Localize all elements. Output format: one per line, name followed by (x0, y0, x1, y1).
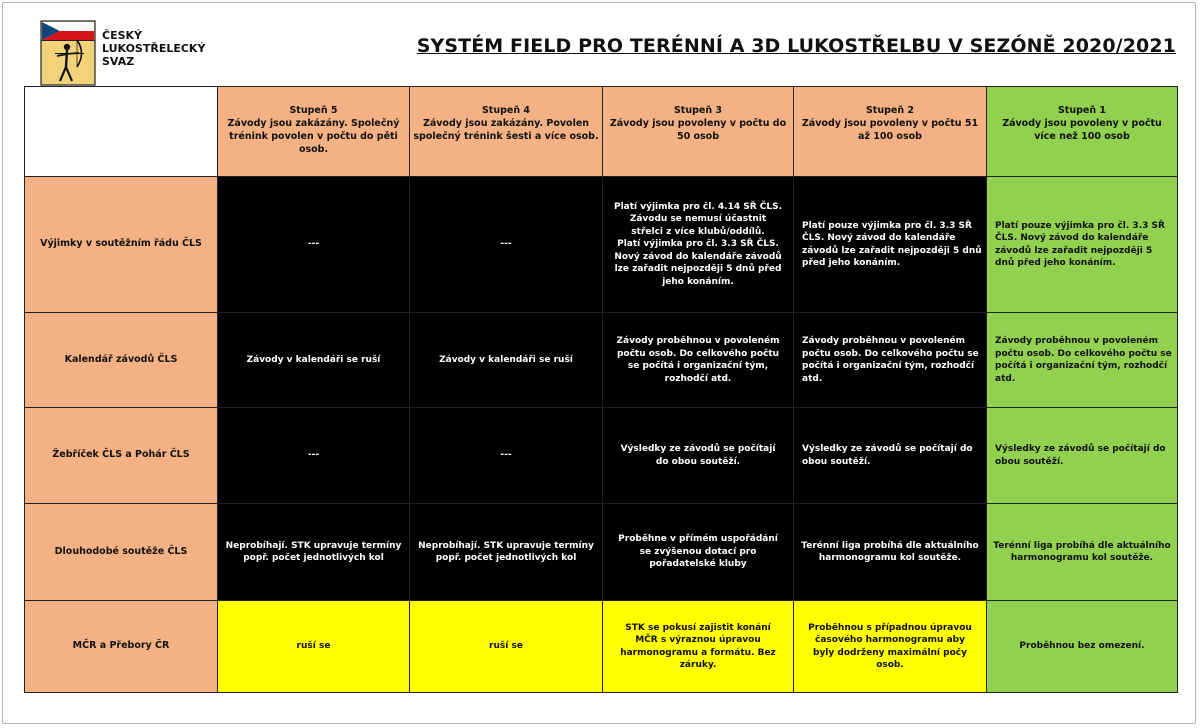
column-header-label: Stupeň 4 (481, 105, 531, 116)
column-header-stupen-2 (794, 87, 987, 177)
row-label-dlouhodobe: Dlouhodobé soutěže ČLS (25, 504, 218, 601)
column-header-stupen-3 (603, 87, 794, 177)
table-cell: ruší se (410, 601, 603, 693)
table-cell: Výsledky ze závodů se počítají do obou soutěží. (794, 408, 987, 504)
table-cell: --- (410, 177, 603, 313)
table-cell (603, 177, 794, 313)
table-cell: ruší se (218, 601, 410, 693)
table-cell: Platí pouze výjimka pro čl. 3.3 SŘ ČLS. Nový závod do kalendáře závodů lze zařadit nejpozději 5 dnů před jeho konáním. (987, 177, 1178, 313)
logo-line: SVAZ (102, 55, 135, 68)
column-header-stupen-1 (987, 87, 1178, 177)
logo-text (102, 29, 252, 68)
table-cell: Proběhnou s případnou úpravou časového harmonogramu aby byly dodrženy maximální počy osob. (794, 601, 987, 693)
column-header-stupen-4 (410, 87, 603, 177)
table-cell: --- (410, 408, 603, 504)
logo-line: LUKOSTŘELECKÝ (102, 42, 206, 55)
table-cell: Proběhnou bez omezení. (987, 601, 1178, 693)
table-cell: Terénní liga probíhá dle aktuálního harmonogramu kol soutěže. (987, 504, 1178, 601)
table-cell-text: Platí výjimka pro čl. 4.14 SŘ ČLS. Závodu se nemusí účastnit střelci z více klubů/oddílů. Platí výjimka pro čl. 3.3 SŘ ČLS. Nový závod do kalendáře závodů lze zařadit nejpozději 5 dnů před jeho konáním. (613, 201, 783, 287)
logo-line: ČESKÝ (102, 29, 142, 42)
table-cell: Závody v kalendáři se ruší (218, 313, 410, 408)
column-header-desc: Závody jsou povoleny v počtu více než 100 osob (1002, 118, 1162, 142)
table-cell: Proběhne v přímém uspořádání se zvýšenou dotací pro pořadatelské kluby (603, 504, 794, 601)
table-cell: Neprobíhají. STK upravuje termíny popř. počet jednotlivých kol (218, 504, 410, 601)
table-cell: Neprobíhají. STK upravuje termíny popř. počet jednotlivých kol (410, 504, 603, 601)
column-header-desc: Závody jsou zakázány. Společný trénink povolen v počtu do pěti osob. (227, 118, 400, 155)
table-cell: Závody proběhnou v povoleném počtu osob. Do celkového počtu se počítá i organizační tým, rozhodčí atd. (794, 313, 987, 408)
column-header-label: Stupeň 3 (673, 105, 723, 116)
column-header-label: Stupeň 2 (865, 105, 915, 116)
table-cell: --- (218, 177, 410, 313)
table-cell: STK se pokusí zajistit konání MČR s výraznou úpravou harmonogramu a formátu. Bez záruky. (603, 601, 794, 693)
table-cell: Závody proběhnou v povoleném počtu osob. Do celkového počtu se počítá i organizační tým, rozhodčí atd. (987, 313, 1178, 408)
table-cell: Výsledky ze závodů se počítají do obou soutěží. (603, 408, 794, 504)
row-label-vyjimky: Výjimky v soutěžním řádu ČLS (25, 177, 218, 313)
column-header-label: Stupeň 5 (289, 105, 338, 116)
table-cell: --- (218, 408, 410, 504)
table-cell: Závody v kalendáři se ruší (410, 313, 603, 408)
ceska-lukostrelecky-svaz-logo (40, 20, 260, 90)
table-cell: Terénní liga probíhá dle aktuálního harmonogramu kol soutěže. (794, 504, 987, 601)
column-header-desc: Závody jsou povoleny v počtu 51 až 100 osob (801, 118, 979, 142)
page-title: SYSTÉM FIELD PRO TERÉNNÍ A 3D LUKOSTŘELBU V SEZÓNĚ 2020/2021 (416, 35, 1176, 57)
column-header-desc: Závody jsou povoleny v počtu do 50 osob (609, 118, 787, 142)
column-header-label: Stupeň 1 (1057, 105, 1107, 116)
archer-emblem-icon (40, 20, 96, 86)
table-cell: Závody proběhnou v povoleném počtu osob. Do celkového počtu se počítá i organizační tým, rozhodčí atd. (603, 313, 794, 408)
column-header-stupen-5 (218, 87, 410, 177)
row-label-zebricek: Žebříček ČLS a Pohár ČLS (25, 408, 218, 504)
table-cell: Výsledky ze závodů se počítají do obou soutěží. (987, 408, 1178, 504)
table-cell: Platí pouze výjimka pro čl. 3.3 SŘ ČLS. Nový závod do kalendáře závodů lze zařadit nejpozději 5 dnů před jeho konáním. (794, 177, 987, 313)
field-system-table (24, 86, 1178, 693)
row-label-mcr: MČR a Přebory ČR (25, 601, 218, 693)
table-corner-cell (25, 87, 218, 177)
column-header-desc: Závody jsou zakázány. Povolen společný trénink šesti a více osob. (413, 118, 599, 142)
row-label-kalendar: Kalendář závodů ČLS (25, 313, 218, 408)
